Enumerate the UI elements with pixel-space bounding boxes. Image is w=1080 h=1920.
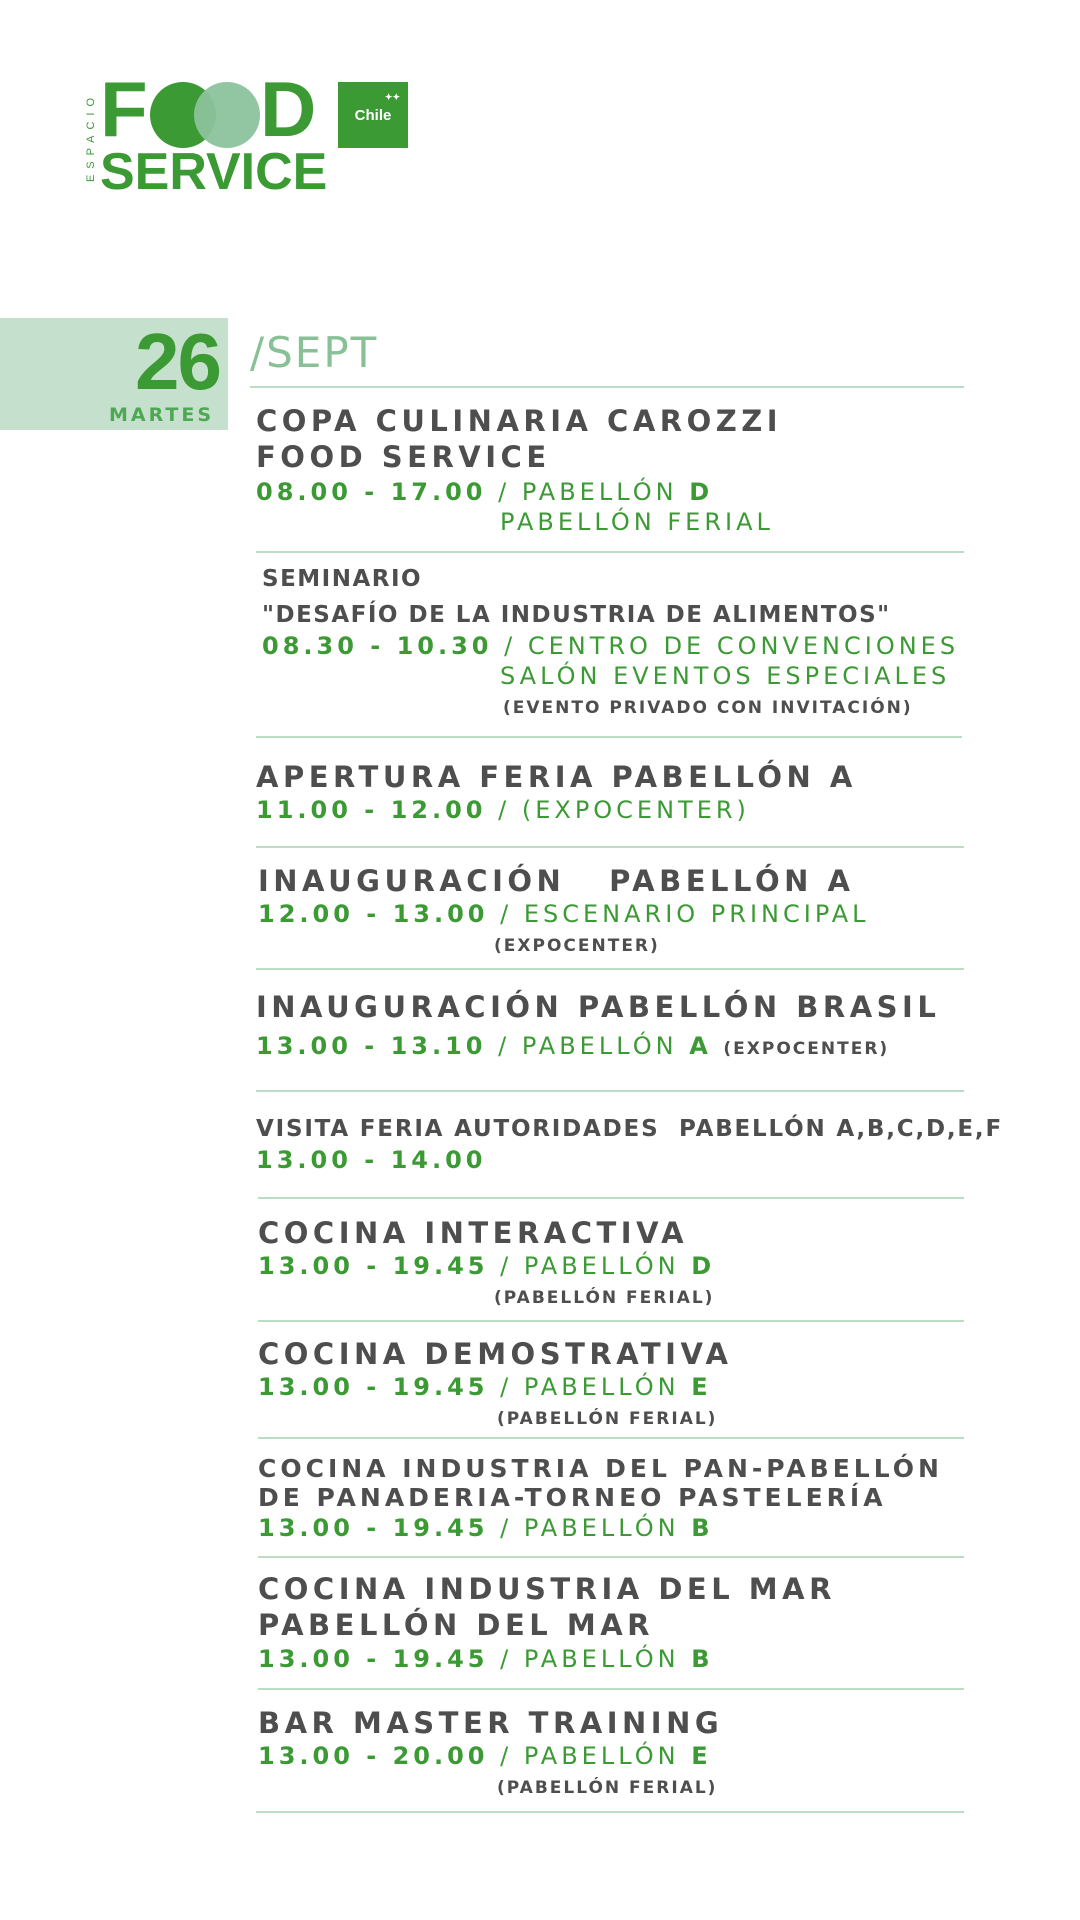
event-title: INAUGURACIÓN PABELLÓN BRASIL: [256, 990, 941, 1024]
logo-espacio-text: ESPACIO: [85, 91, 97, 183]
event-note: (EVENTO PRIVADO CON INVITACIÓN): [503, 698, 913, 718]
event-title: "DESAFÍO DE LA INDUSTRIA DE ALIMENTOS": [262, 602, 891, 628]
event-schedule: 08.00 - 17.00 / PABELLÓN D: [256, 478, 714, 506]
divider: [256, 1090, 964, 1092]
event-schedule: 13.00 - 19.45 / PABELLÓN B: [258, 1645, 714, 1673]
event-title: DE PANADERIA-TORNEO PASTELERÍA: [258, 1483, 887, 1512]
event-note: (EXPOCENTER): [494, 936, 660, 956]
event-venue: SALÓN EVENTOS ESPECIALES: [500, 662, 951, 690]
event-schedule: 13.00 - 14.00: [256, 1146, 487, 1174]
food-service-logo: [84, 65, 414, 201]
event-note: (PABELLÓN FERIAL): [494, 1288, 715, 1308]
event-title: COPA CULINARIA CAROZZI: [256, 404, 783, 438]
event-schedule: 13.00 - 20.00 / PABELLÓN E: [258, 1742, 712, 1770]
event-schedule: 13.00 - 13.10 / PABELLÓN A (EXPOCENTER): [256, 1032, 890, 1060]
event-note: (EXPOCENTER): [723, 1039, 890, 1059]
logo-service-wordmark: SERVICE: [100, 143, 328, 201]
event-schedule: 11.00 - 12.00 / (EXPOCENTER): [256, 796, 750, 824]
event-title: BAR MASTER TRAINING: [258, 1706, 724, 1740]
event-title: FOOD SERVICE: [256, 440, 551, 474]
month-label: /SEPT: [250, 328, 379, 377]
logo-food-wordmark: F D: [100, 65, 317, 153]
event-schedule: 08.30 - 10.30 / CENTRO DE CONVENCIONES: [262, 632, 960, 660]
event-note: (PABELLÓN FERIAL): [497, 1409, 718, 1429]
event-note: (PABELLÓN FERIAL): [497, 1778, 718, 1798]
divider: [256, 1811, 964, 1813]
event-title: APERTURA FERIA PABELLÓN A: [256, 760, 857, 794]
divider: [256, 551, 964, 553]
event-schedule: 13.00 - 19.45 / PABELLÓN E: [258, 1373, 712, 1401]
date-badge: [0, 318, 228, 430]
event-label: SEMINARIO: [262, 566, 423, 592]
event-schedule: 12.00 - 13.00 / ESCENARIO PRINCIPAL: [258, 900, 870, 928]
divider: [258, 1437, 964, 1439]
event-schedule: 13.00 - 19.45 / PABELLÓN B: [258, 1514, 714, 1542]
star-icon: ✦✦: [384, 92, 400, 102]
weekday-label: MARTES: [108, 404, 214, 426]
divider: [256, 736, 962, 738]
event-schedule: 13.00 - 19.45 / PABELLÓN D: [258, 1252, 716, 1280]
day-number: 26: [135, 317, 220, 406]
event-title: COCINA INDUSTRIA DEL PAN-PABELLÓN: [258, 1454, 943, 1483]
chile-brand-logo: Chile ✦✦: [338, 82, 408, 148]
divider: [256, 846, 964, 848]
logo-o-circle: [194, 82, 260, 148]
divider: [258, 1556, 964, 1558]
event-title: COCINA INTERACTIVA: [258, 1216, 689, 1250]
event-venue: PABELLÓN FERIAL: [500, 508, 774, 536]
event-title: INAUGURACIÓN PABELLÓN A: [258, 864, 855, 898]
event-title: PABELLÓN DEL MAR: [258, 1608, 654, 1642]
divider: [258, 1688, 964, 1690]
event-title: COCINA DEMOSTRATIVA: [258, 1337, 733, 1371]
divider: [250, 386, 964, 388]
divider: [258, 1197, 964, 1199]
event-title: VISITA FERIA AUTORIDADES PABELLÓN A,B,C,D,E,F: [256, 1116, 1003, 1142]
event-title: COCINA INDUSTRIA DEL MAR: [258, 1572, 836, 1606]
divider: [258, 1320, 964, 1322]
divider: [256, 968, 964, 970]
